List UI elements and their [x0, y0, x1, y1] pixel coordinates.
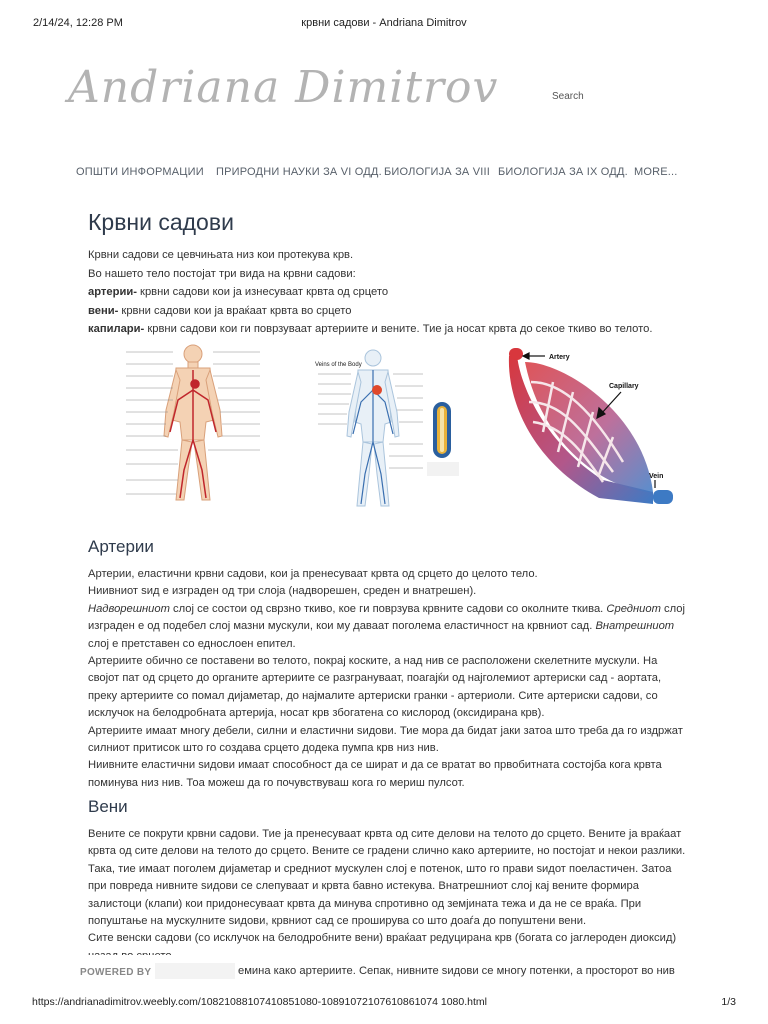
- veins-of-body-image[interactable]: [313, 344, 463, 514]
- paragraph: Ниивните еластични ѕидови имаат способност да се шират и да се вратат во првобитната состојба кога крвта поминува низ нив. Тоа можеш да го почувствуваш кога го мериш пулсот.: [88, 759, 662, 789]
- term-veins: вени-: [88, 304, 119, 317]
- nav-item-biology-ix[interactable]: БИОЛОГИЈА ЗА IX ОДД.: [498, 166, 628, 178]
- paragraph-part: слој се состои од сврзно ткиво, кое ги поврзува крвните садови со околните ткива.: [169, 602, 607, 615]
- intro-text: [88, 246, 688, 339]
- search-link[interactable]: Search: [552, 91, 584, 102]
- nav-item-natural-sciences[interactable]: ПРИРОДНИ НАУКИ ЗА VI ОДД.: [216, 166, 382, 178]
- capillary-bed-image[interactable]: [503, 342, 683, 512]
- def-capillaries: крвни садови кои ги поврзуваат артериите и вените. Тие ја носат крвта до секое ткиво во телото.: [144, 323, 653, 335]
- print-url: https://andrianadimitrov.weebly.com/10821088107410851080-10891072107610861074 1080.html: [32, 996, 487, 1008]
- powered-by-label[interactable]: POWERED BY: [80, 967, 152, 978]
- veins-figure-title: Veins of the Body: [315, 362, 362, 368]
- trailing-paragraph: емина како артериите. Сепак, нивните ѕидови се многу потенки, а просторот во нив: [238, 965, 675, 977]
- paragraph: Сите венски садови (со исклучок на белодробните вени) враќаат редуцирана крв (богата со јаглероден диоксид): [88, 932, 677, 945]
- intro-line: Крвни садови се цевчињата низ кои протекува крв.: [88, 249, 354, 261]
- print-datetime: 2/14/24, 12:28 PM: [33, 17, 123, 29]
- print-page-number: 1/3: [721, 996, 736, 1008]
- layer-outer: Надворешниот: [88, 602, 170, 615]
- section-heading-arteries: Артерии: [88, 537, 154, 556]
- paragraph-part: слој е претставен со еднослоен епител.: [88, 637, 296, 650]
- paragraph-part: слој изграден е од подебел слој мазни мускули, кои му даваат поголема еластичност на крвниот сад.: [88, 602, 685, 633]
- paragraph: Артерии, еластични крвни садови, кои ја пренесуваат крвта од срцето до целото тело.: [88, 568, 538, 580]
- site-logo[interactable]: Andriana Dimitrov: [68, 62, 499, 113]
- def-veins: крвни садови кои ја враќаат крвта во срцето: [118, 304, 352, 317]
- intro-veins: [88, 302, 688, 321]
- layer-middle: Средниот: [606, 602, 661, 615]
- layer-inner: Внатрешниот: [595, 620, 675, 633]
- artery-label: Artery: [549, 354, 570, 361]
- paragraph: Вените се покрути крвни садови. Тие ја пренесуваат крвта од сите делови на телото до срцето. Вените ја враќаат крвта од сите делови на телото до срцето. Вените се градени слично како артериите, но постојат и некои разлики. Така, тие имаат поголем дијаметар и средниот мускулен слој е потенок, што го прави ѕидот поеластичен. Затоа при повреда нивните ѕидови се слепуваат и крвта бавно истекува. Внатрешниот слој кај вените формира залистоци (клапи) кои придонесуваат крвта да минува спротивно од земјината тежа и да не се враќа. При попуштање на мускулните ѕидови, крвниот сад се проширува со што доаѓа до попуштени вени.: [88, 828, 686, 928]
- capillary-label: Capillary: [609, 383, 639, 390]
- nav-item-more[interactable]: MORE...: [634, 166, 678, 178]
- page-title: Крвни садови: [88, 209, 234, 235]
- paragraph: Ниивниот ѕид е изграден од три слоја (надворешен, среден и внатрешен).: [88, 585, 477, 598]
- section-heading-veins: Вени: [88, 797, 128, 816]
- paragraph: Артериите имаат многу дебели, силни и еластични ѕидови. Тие мора да бидат јаки затоа што треба да го издржат силниот притисок што го создава срцето додека пумпа крв низ нив.: [88, 724, 683, 755]
- main-nav: [0, 166, 768, 182]
- vein-label: Vein: [649, 473, 664, 480]
- print-header: [0, 17, 768, 31]
- veins-text: [88, 826, 688, 965]
- print-title: крвни садови - Andriana Dimitrov: [301, 17, 467, 29]
- intro-line: Во нашето тело постојат три вида на крвни садови:: [88, 267, 356, 280]
- nav-item-biology-viii[interactable]: БИОЛОГИЈА ЗА VIII: [384, 166, 491, 178]
- intro-capillaries: [88, 320, 688, 339]
- figures-row: [88, 340, 688, 520]
- intro-arteries: [88, 283, 688, 302]
- weebly-logo[interactable]: [155, 963, 235, 979]
- print-footer: [0, 996, 768, 1010]
- paragraph: [88, 601, 688, 653]
- term-capillaries: капилари-: [88, 323, 145, 335]
- paragraph: Артериите обично се поставени во телото, покрај коските, а над нив се расположени скелетните мускули. На својот пат од срцето до органите артериите се разгрануваат, поагајќи од најголемиот артериски сад - аортата, преку артериите со помал дијаметар, до најмалите артериски гранки - артериоли. Сите артериски садови, со исклучок на белодробната артерија, носат крв збогатена со кислород (оксидирана крв).: [88, 655, 662, 720]
- arteries-text: [88, 566, 688, 792]
- arterial-system-image[interactable]: [118, 340, 268, 505]
- def-arteries: крвни садови кои ја изнесуваат крвта од срцето: [136, 286, 389, 298]
- term-arteries: артерии-: [88, 286, 137, 298]
- nav-item-general-info[interactable]: ОПШТИ ИНФОРМАЦИИ: [76, 166, 204, 178]
